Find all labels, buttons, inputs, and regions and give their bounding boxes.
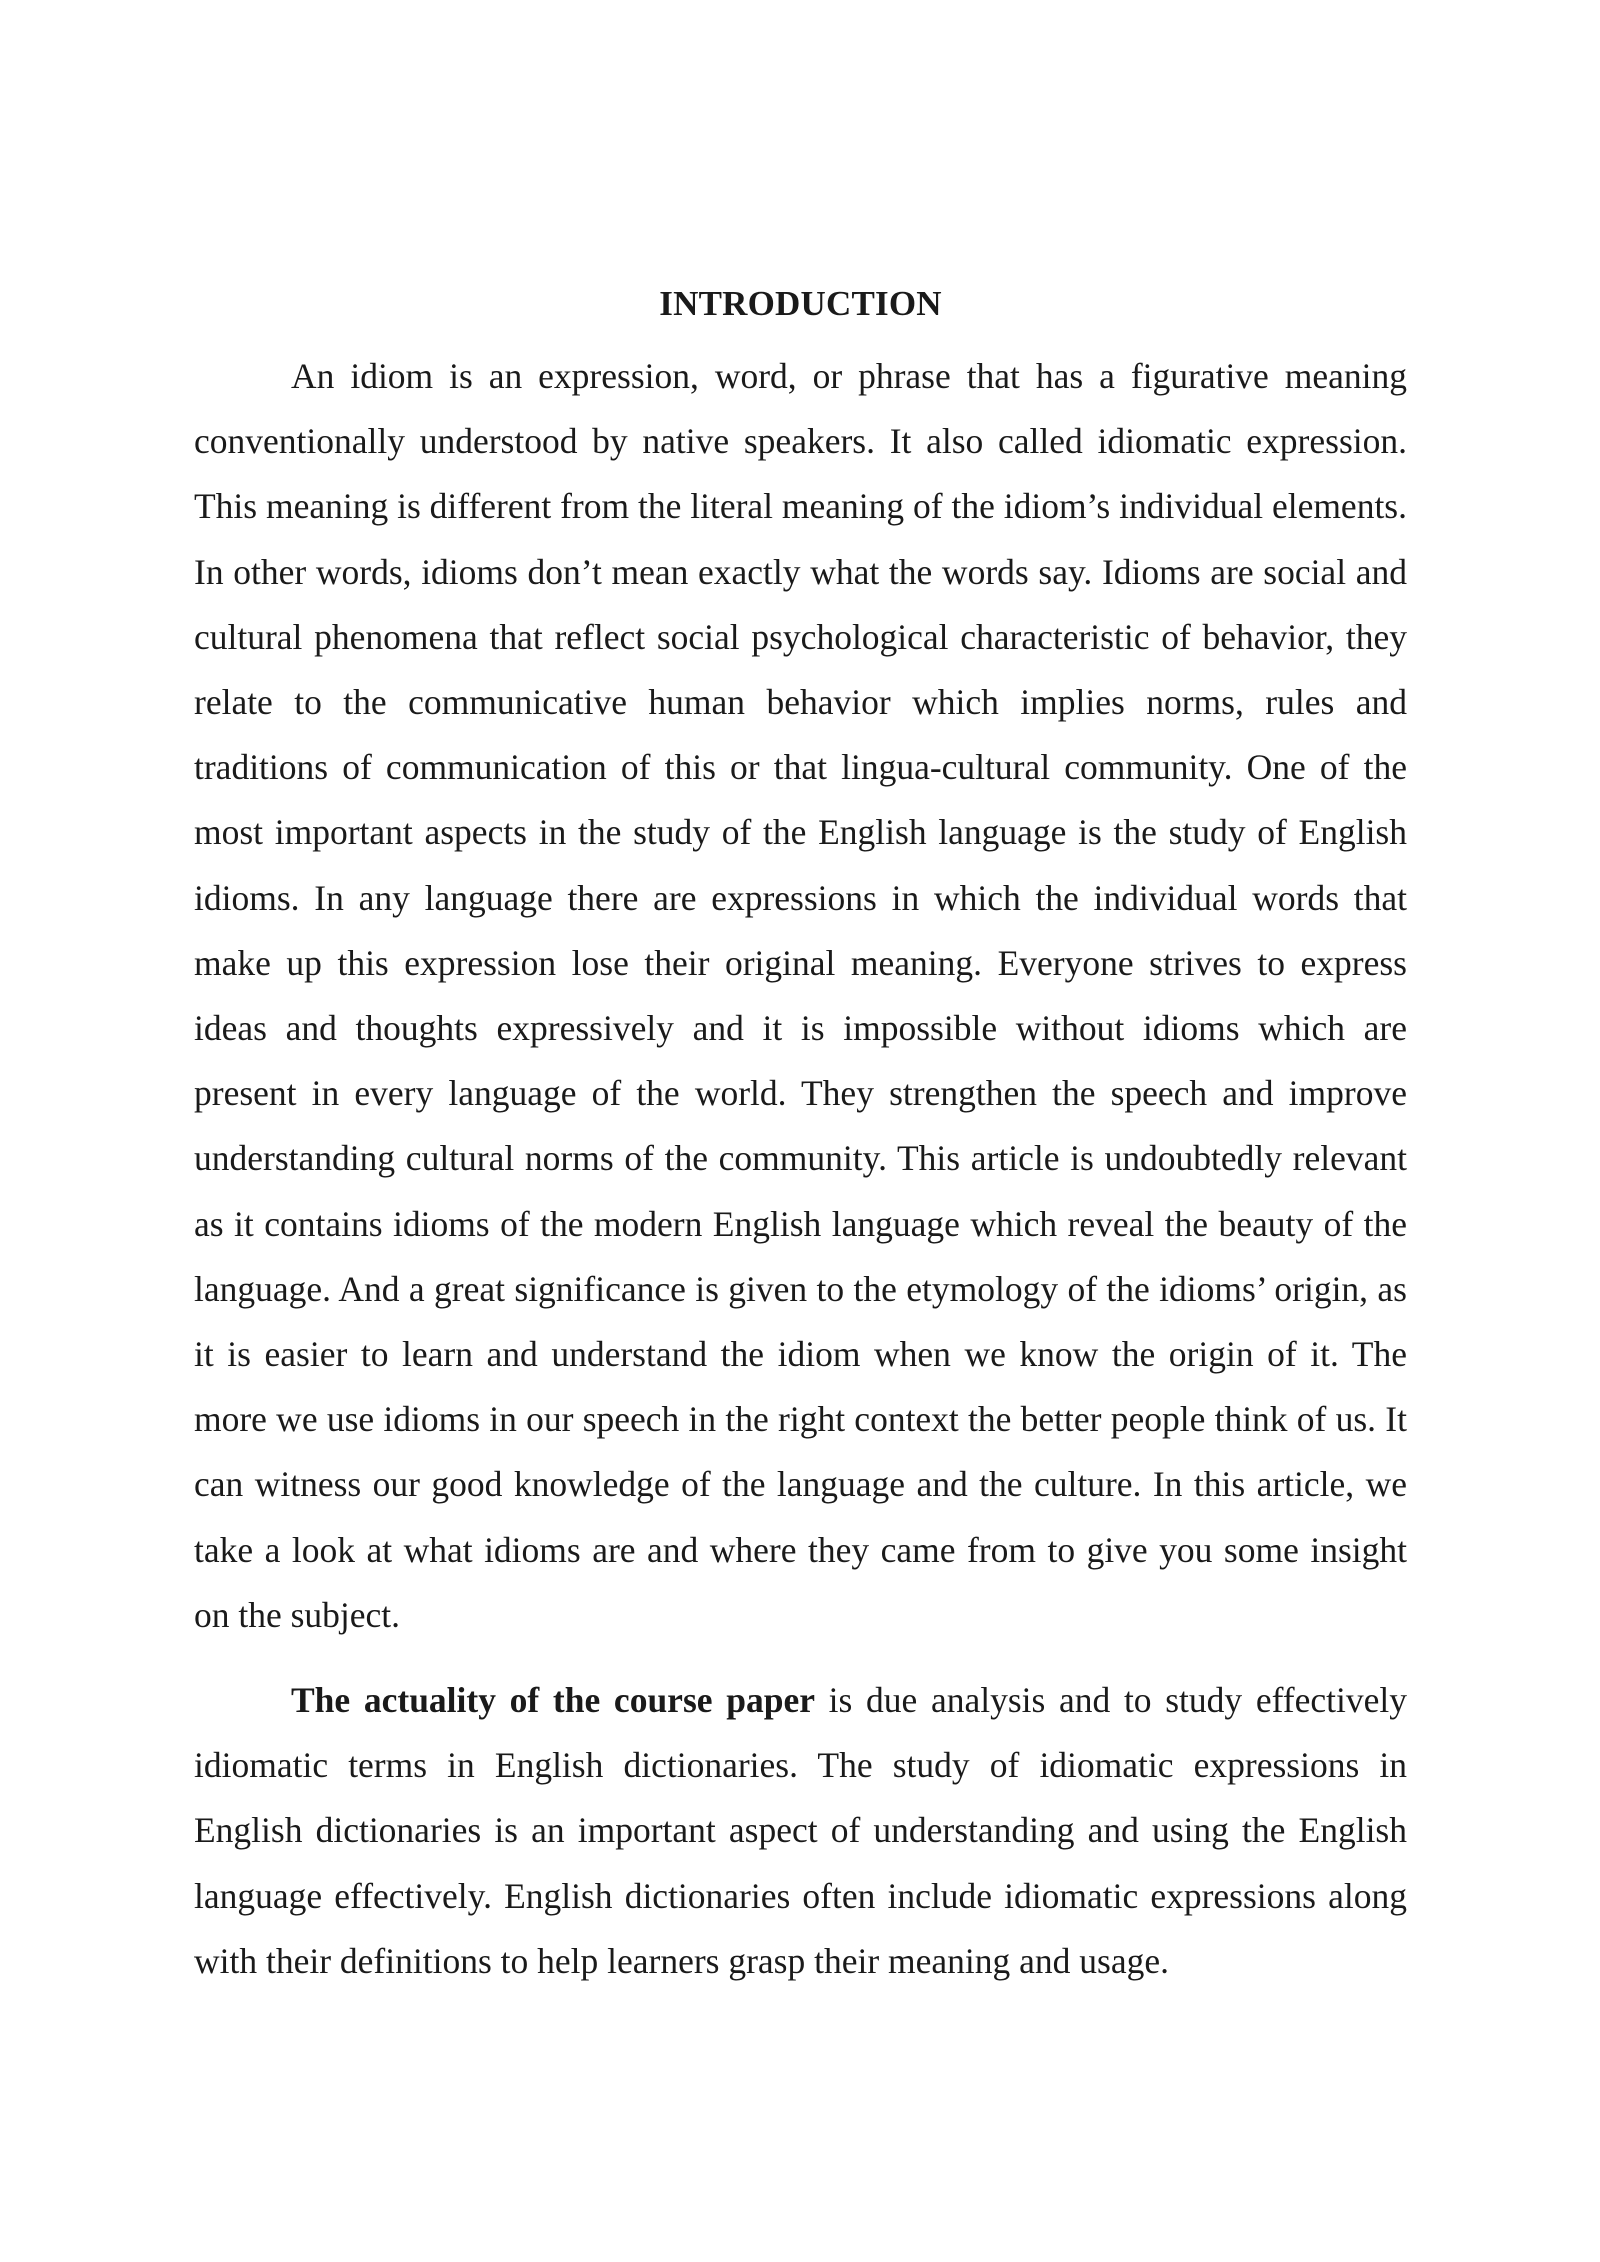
section-heading: INTRODUCTION: [659, 284, 942, 323]
paragraph-introduction: An idiom is an expression, word, or phrase that has a figurative meaning conventionally understood by native speakers. It also called idiomatic expression. This meaning is different from the literal meaning of the idiom’s individual elements. In other words, idioms don’t mean exactly what the words say. Idioms are social and cultural phenomena that reflect social psychological characteristic of behavior, they relate to the communicative human behavior which implies norms, rules and traditions of communication of this or that lingua-cultural community. One of the most important aspects in the study of the English language is the study of English idioms. In any language there are expressions in which the individual words that make up this expression lose their original meaning. Everyone strives to express ideas and thoughts expressively and it is impossible without idioms which are present in every language of the world. They strengthen the speech and improve understanding cultural norms of the community. This article is undoubtedly relevant as it contains idioms of the modern English language which reveal the beauty of the language. And a great significance is given to the etymology of the idioms’ origin, as it is easier to learn and understand the idiom when we know the origin of it. The more we use idioms in our speech in the right context the better people think of us. It can witness our good knowledge of the language and the culture. In this article, we take a look at what idioms are and where they came from to give you some insight on the subject.: [194, 356, 1407, 1635]
paragraph-body: is due analysis and to study effectively idiomatic terms in English dictionaries. The study of idiomatic expressions in English dictionaries is an important aspect of understanding and using the English language effectively. English dictionaries often include idiomatic expressions along with their definitions to help learners grasp their meaning and usage.: [194, 1680, 1407, 1981]
paragraph-actuality: [194, 1668, 1407, 1994]
document-page: [194, 278, 1407, 1994]
paragraph-lead-bold: The actuality of the course paper: [291, 1680, 815, 1721]
